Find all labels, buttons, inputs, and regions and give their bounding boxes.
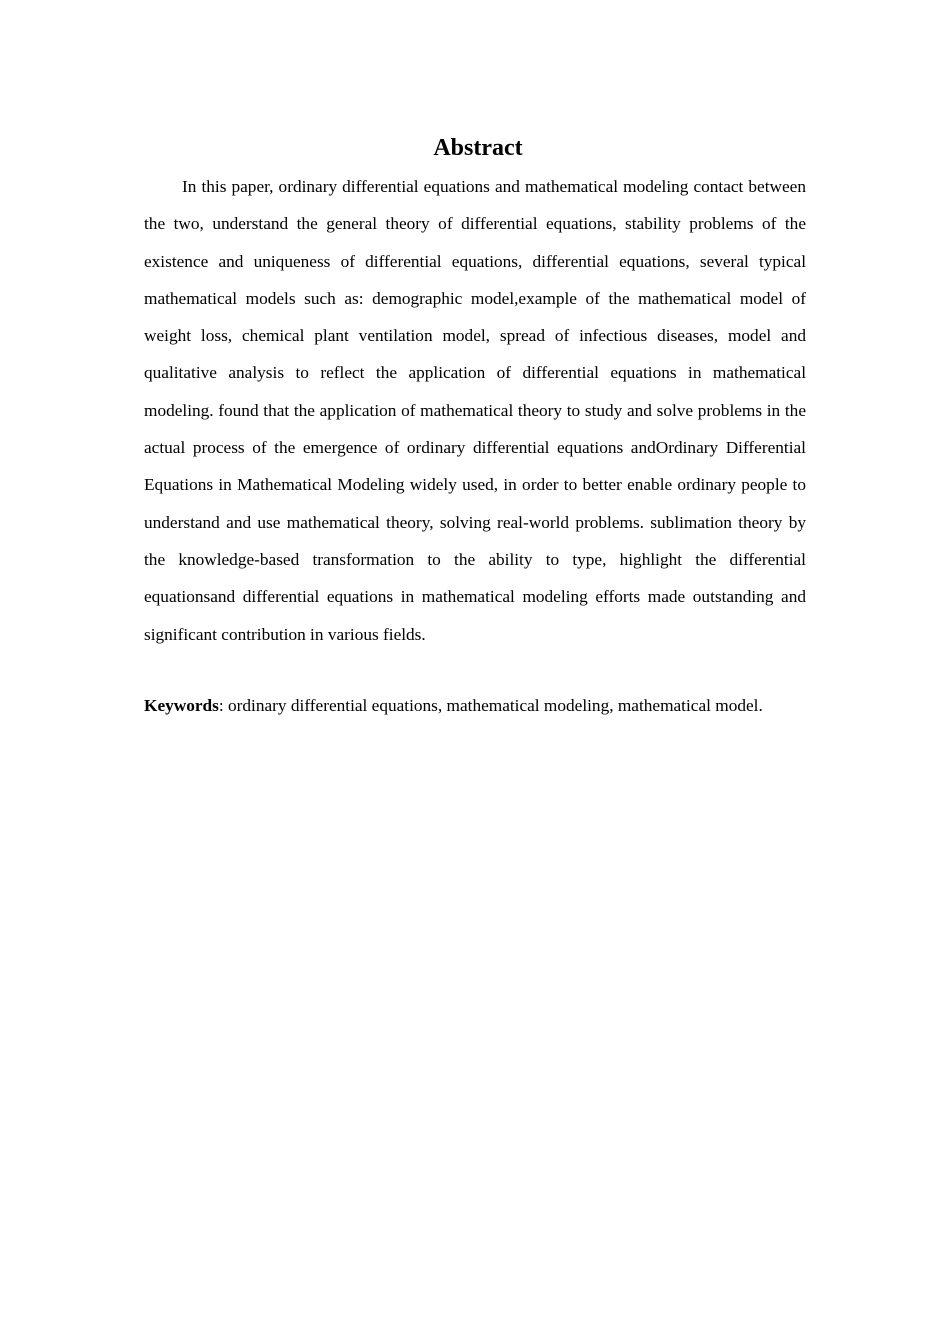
abstract-body: In this paper, ordinary differential equations and mathematical modeling contact between the two, understand the general theory of differential equations, stability problems of the existence and uniqueness of differential equations, differential equations, several typical mathematical models such as: demographic model,example of the mathematical model of weight loss, chemical plant ventilation model, spread of infectious diseases, model and qualitative analysis to reflect the application of differential equations in mathematical modeling. found that the application of mathematical theory to study and solve problems in the actual process of the emergence of ordinary differential equations andOrdinary Differential Equations in Mathematical Modeling widely used, in order to better enable ordinary people to understand and use mathematical theory, solving real-world problems. sublimation theory by the knowledge-based transformation to the ability to type, highlight the differential equationsand differential equations in mathematical modeling efforts made outstanding and significant contribution in various fields. — [144, 177, 806, 644]
keywords-label: Keywords — [144, 695, 219, 715]
keywords-text: ordinary differential equations, mathematical modeling, mathematical model. — [223, 695, 763, 715]
keywords-separator: : — [218, 695, 224, 715]
document-page — [144, 128, 806, 724]
keywords-paragraph — [144, 687, 806, 724]
abstract-title: Abstract — [433, 135, 523, 161]
